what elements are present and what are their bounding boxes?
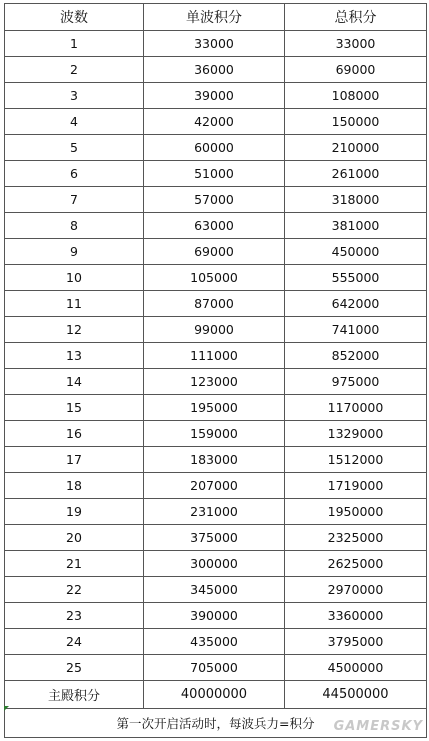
table-row bbox=[5, 525, 427, 551]
cell-wave: 13 bbox=[5, 343, 144, 369]
table-row bbox=[5, 83, 427, 109]
note-text: 第一次开启活动时，每波兵力=积分 bbox=[5, 709, 427, 738]
cell-wave: 5 bbox=[5, 135, 144, 161]
cell-single-score: 105000 bbox=[144, 265, 285, 291]
cell-wave: 25 bbox=[5, 655, 144, 681]
table-row bbox=[5, 421, 427, 447]
cell-single-score: 33000 bbox=[144, 31, 285, 57]
table-row bbox=[5, 395, 427, 421]
cell-wave: 15 bbox=[5, 395, 144, 421]
cell-wave: 2 bbox=[5, 57, 144, 83]
cell-wave: 12 bbox=[5, 317, 144, 343]
table-row bbox=[5, 265, 427, 291]
score-table bbox=[4, 3, 427, 738]
main-hall-label: 主殿积分 bbox=[5, 681, 144, 709]
cell-wave: 19 bbox=[5, 499, 144, 525]
header-row bbox=[5, 4, 427, 31]
cell-total-score: 642000 bbox=[285, 291, 427, 317]
cell-single-score: 159000 bbox=[144, 421, 285, 447]
cell-single-score: 69000 bbox=[144, 239, 285, 265]
cell-wave: 7 bbox=[5, 187, 144, 213]
table-row bbox=[5, 499, 427, 525]
table-row bbox=[5, 291, 427, 317]
table-body bbox=[5, 31, 427, 681]
header-wave: 波数 bbox=[5, 4, 144, 31]
cell-single-score: 60000 bbox=[144, 135, 285, 161]
cell-single-score: 63000 bbox=[144, 213, 285, 239]
header-total-score: 总积分 bbox=[285, 4, 427, 31]
table-row bbox=[5, 57, 427, 83]
cell-total-score: 741000 bbox=[285, 317, 427, 343]
cell-wave: 9 bbox=[5, 239, 144, 265]
watermark: GAMERSKY bbox=[333, 719, 423, 734]
cell-wave: 21 bbox=[5, 551, 144, 577]
cell-single-score: 183000 bbox=[144, 447, 285, 473]
cell-total-score: 2970000 bbox=[285, 577, 427, 603]
cell-total-score: 3795000 bbox=[285, 629, 427, 655]
cell-total-score: 1512000 bbox=[285, 447, 427, 473]
cell-total-score: 150000 bbox=[285, 109, 427, 135]
cell-total-score: 381000 bbox=[285, 213, 427, 239]
table-row bbox=[5, 577, 427, 603]
cell-single-score: 705000 bbox=[144, 655, 285, 681]
table-row bbox=[5, 187, 427, 213]
main-hall-single: 40000000 bbox=[144, 681, 285, 709]
main-hall-total: 44500000 bbox=[285, 681, 427, 709]
cell-wave: 14 bbox=[5, 369, 144, 395]
table-row bbox=[5, 161, 427, 187]
cell-total-score: 3360000 bbox=[285, 603, 427, 629]
cell-single-score: 51000 bbox=[144, 161, 285, 187]
cell-single-score: 99000 bbox=[144, 317, 285, 343]
table-row bbox=[5, 343, 427, 369]
cell-total-score: 555000 bbox=[285, 265, 427, 291]
cell-single-score: 39000 bbox=[144, 83, 285, 109]
cell-total-score: 1719000 bbox=[285, 473, 427, 499]
cell-total-score: 69000 bbox=[285, 57, 427, 83]
cell-wave: 17 bbox=[5, 447, 144, 473]
main-hall-row bbox=[5, 681, 427, 709]
cell-total-score: 1329000 bbox=[285, 421, 427, 447]
cell-total-score: 210000 bbox=[285, 135, 427, 161]
cell-wave: 4 bbox=[5, 109, 144, 135]
table-row bbox=[5, 109, 427, 135]
cell-total-score: 4500000 bbox=[285, 655, 427, 681]
table-row bbox=[5, 239, 427, 265]
cell-total-score: 2625000 bbox=[285, 551, 427, 577]
cell-wave: 8 bbox=[5, 213, 144, 239]
cell-total-score: 2325000 bbox=[285, 525, 427, 551]
cell-wave: 24 bbox=[5, 629, 144, 655]
cell-single-score: 345000 bbox=[144, 577, 285, 603]
table-row bbox=[5, 31, 427, 57]
table-row bbox=[5, 135, 427, 161]
cell-single-score: 375000 bbox=[144, 525, 285, 551]
table-row bbox=[5, 603, 427, 629]
cell-single-score: 300000 bbox=[144, 551, 285, 577]
cell-single-score: 36000 bbox=[144, 57, 285, 83]
cell-total-score: 852000 bbox=[285, 343, 427, 369]
cell-single-score: 231000 bbox=[144, 499, 285, 525]
cell-single-score: 435000 bbox=[144, 629, 285, 655]
cell-single-score: 123000 bbox=[144, 369, 285, 395]
cell-total-score: 450000 bbox=[285, 239, 427, 265]
cell-wave: 3 bbox=[5, 83, 144, 109]
cell-total-score: 33000 bbox=[285, 31, 427, 57]
cell-total-score: 318000 bbox=[285, 187, 427, 213]
cell-single-score: 87000 bbox=[144, 291, 285, 317]
header-single-score: 单波积分 bbox=[144, 4, 285, 31]
table-row bbox=[5, 317, 427, 343]
cell-corner-marker bbox=[4, 706, 9, 711]
cell-single-score: 390000 bbox=[144, 603, 285, 629]
table-row bbox=[5, 473, 427, 499]
cell-single-score: 111000 bbox=[144, 343, 285, 369]
cell-wave: 10 bbox=[5, 265, 144, 291]
cell-wave: 23 bbox=[5, 603, 144, 629]
cell-single-score: 195000 bbox=[144, 395, 285, 421]
cell-wave: 20 bbox=[5, 525, 144, 551]
cell-wave: 16 bbox=[5, 421, 144, 447]
table-row bbox=[5, 213, 427, 239]
table-row bbox=[5, 369, 427, 395]
cell-total-score: 1170000 bbox=[285, 395, 427, 421]
cell-single-score: 57000 bbox=[144, 187, 285, 213]
cell-total-score: 975000 bbox=[285, 369, 427, 395]
table-row bbox=[5, 447, 427, 473]
cell-single-score: 42000 bbox=[144, 109, 285, 135]
table-row bbox=[5, 655, 427, 681]
cell-wave: 6 bbox=[5, 161, 144, 187]
cell-wave: 18 bbox=[5, 473, 144, 499]
table-row bbox=[5, 551, 427, 577]
cell-total-score: 1950000 bbox=[285, 499, 427, 525]
cell-wave: 22 bbox=[5, 577, 144, 603]
table-row bbox=[5, 629, 427, 655]
cell-single-score: 207000 bbox=[144, 473, 285, 499]
cell-wave: 11 bbox=[5, 291, 144, 317]
cell-wave: 1 bbox=[5, 31, 144, 57]
cell-total-score: 108000 bbox=[285, 83, 427, 109]
cell-total-score: 261000 bbox=[285, 161, 427, 187]
